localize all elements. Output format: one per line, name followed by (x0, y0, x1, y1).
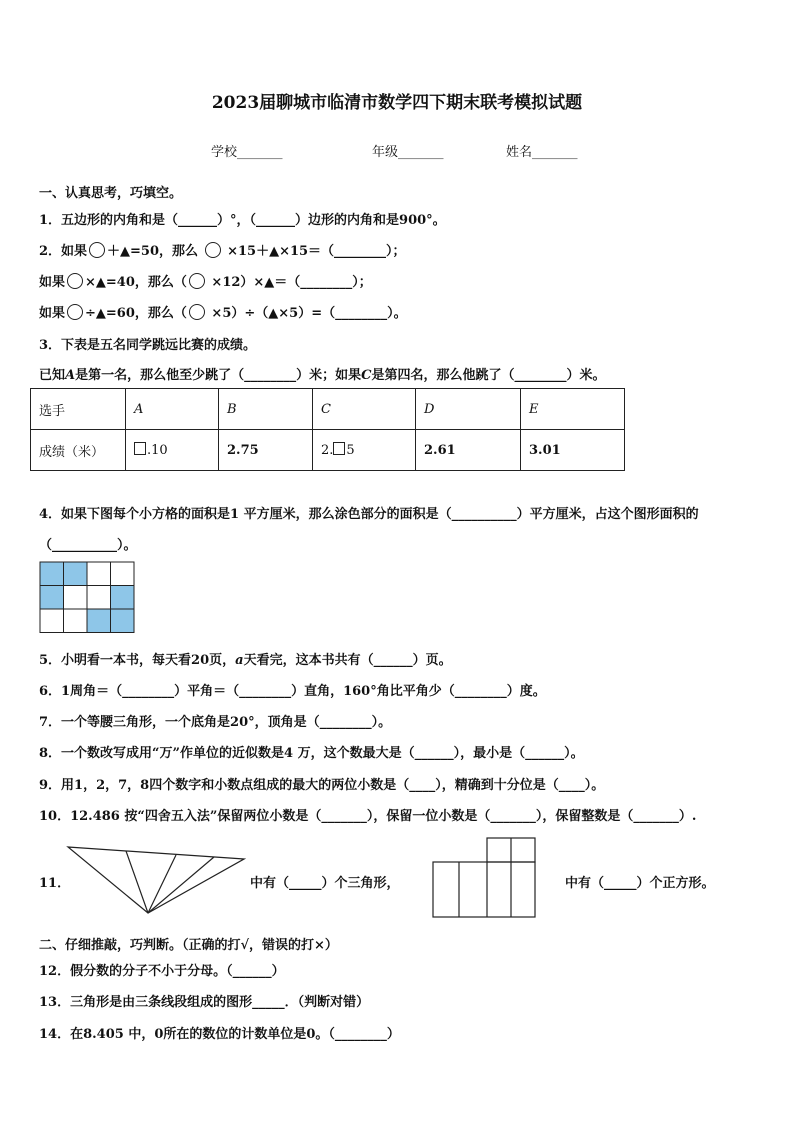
table-cell: 成绩（米） (31, 430, 126, 471)
shaded-cell (111, 609, 135, 633)
grid-cell (87, 562, 111, 586)
table-cell (126, 430, 219, 471)
grid-cell (40, 609, 64, 633)
question-2-line-2 (39, 271, 372, 290)
q5-var: a (235, 653, 244, 668)
blank-box-icon (333, 442, 345, 455)
q2-text-a: 如果 (39, 306, 66, 321)
circle-symbol-icon (189, 304, 205, 320)
q3-text-c: 是第四名，那么他跳了（________）米。 (371, 368, 606, 383)
q2-text-c: ×15＋▲×15＝（________）； (227, 244, 406, 259)
q5-text-a: 5．小明看一本书，每天看20页， (39, 653, 236, 668)
grid-cell (64, 609, 88, 633)
question-4-line-2: （__________）。 (39, 538, 137, 553)
table-cell: 选手 (31, 389, 126, 430)
grid-cell (111, 562, 135, 586)
scores-table (30, 388, 625, 471)
question-14: 14．在8.405 中，0所在的数位的计数单位是0。（________） (39, 1027, 400, 1042)
page-title: 2023届聊城市临清市数学四下期末联考模拟试题 (211, 93, 583, 113)
q5-text-b: 天看完，这本书共有（______）页。 (243, 653, 452, 668)
table-cell: B (219, 389, 313, 430)
table-cell: D (416, 389, 521, 430)
question-7: 7．一个等腰三角形，一个底角是20°，顶角是（________）。 (39, 715, 392, 730)
table-cell: C (313, 389, 416, 430)
shaded-cell (64, 562, 88, 586)
q3-var-a: A (65, 368, 76, 383)
q2-text-b: ＋▲=50，那么 (107, 244, 199, 259)
q2-text-b: ÷▲=60，那么（ (85, 306, 187, 321)
question-11-text-b: 中有（_____）个正方形。 (565, 876, 715, 891)
rectangle-figure (432, 837, 536, 919)
table-cell: 2.61 (416, 430, 521, 471)
shaded-cell (111, 586, 135, 610)
q2-text-c: ×5）÷（▲×5）=（________）。 (211, 306, 407, 321)
question-1: 1．五边形的内角和是（______）°，（______）边形的内角和是900°。 (39, 213, 446, 228)
question-9: 9．用1，2，7，8四个数字和小数点组成的最大的两位小数是（____），精确到十分位是（____）。 (39, 778, 605, 793)
question-4-line-1: 4．如果下图每个小方格的面积是1 平方厘米，那么涂色部分的面积是（__________）平方厘米，占这个图形面积的 (39, 507, 699, 522)
question-2-line-1 (39, 240, 406, 259)
q2-text-a: 如果 (39, 275, 66, 290)
q2-text-a: 2．如果 (39, 244, 88, 259)
question-6: 6．1周角＝（________）平角＝（________）直角，160°角比平角少（________）度。 (39, 684, 546, 699)
table-row (31, 430, 625, 471)
question-12: 12．假分数的分子不小于分母。（______） (39, 964, 285, 979)
section-2-heading: 二、仔细推敲，巧判断。（正确的打√，错误的打×） (39, 938, 338, 953)
shaded-cell (87, 609, 111, 633)
shaded-grid-figure (39, 561, 135, 635)
table-cell: 2.75 (219, 430, 313, 471)
q2-text-b: ×▲=40，那么（ (85, 275, 187, 290)
cell-c-pre: 2. (321, 443, 334, 458)
question-13: 13．三角形是由三条线段组成的图形_____．（判断对错） (39, 995, 370, 1010)
question-2-line-3 (39, 302, 407, 321)
shaded-cell (40, 562, 64, 586)
circle-symbol-icon (67, 273, 83, 289)
q2-text-c: ×12）×▲＝（________）； (211, 275, 372, 290)
name-field: 姓名_______ (506, 145, 578, 160)
question-11-text-a: 中有（_____）个三角形， (250, 876, 400, 891)
blank-box-icon (134, 442, 146, 455)
circle-symbol-icon (89, 242, 105, 258)
circle-symbol-icon (189, 273, 205, 289)
shaded-cell (40, 586, 64, 610)
q3-text-b: 是第一名，那么他至少跳了（________）米；如果 (75, 368, 362, 383)
question-10: 10．12.486 按“四舍五入法”保留两位小数是（_______），保留一位小数是（_______），保留整数是（_______）. (39, 809, 697, 824)
table-cell (313, 430, 416, 471)
table-cell: E (521, 389, 625, 430)
question-5 (39, 649, 452, 668)
cell-a-value: .10 (147, 443, 168, 458)
q3-var-c: C (361, 368, 372, 383)
table-cell: 3.01 (521, 430, 625, 471)
grade-field: 年级_______ (372, 145, 444, 160)
question-11-number: 11． (39, 876, 71, 891)
circle-symbol-icon (67, 304, 83, 320)
cell-c-post: 5 (346, 443, 355, 458)
section-1-heading: 一、认真思考，巧填空。 (39, 186, 183, 201)
grid-cell (64, 586, 88, 610)
school-field: 学校_______ (211, 145, 283, 160)
triangle-figure (66, 843, 246, 915)
question-3-line (39, 364, 606, 383)
table-header-row (31, 389, 625, 430)
question-8: 8．一个数改写成用“万”作单位的近似数是4 万，这个数最大是（______），最小是（______）。 (39, 746, 584, 761)
q3-text-a: 已知 (39, 368, 66, 383)
table-cell: A (126, 389, 219, 430)
grid-cell (87, 586, 111, 610)
circle-symbol-icon (205, 242, 221, 258)
question-3-intro: 3．下表是五名同学跳远比赛的成绩。 (39, 338, 257, 353)
